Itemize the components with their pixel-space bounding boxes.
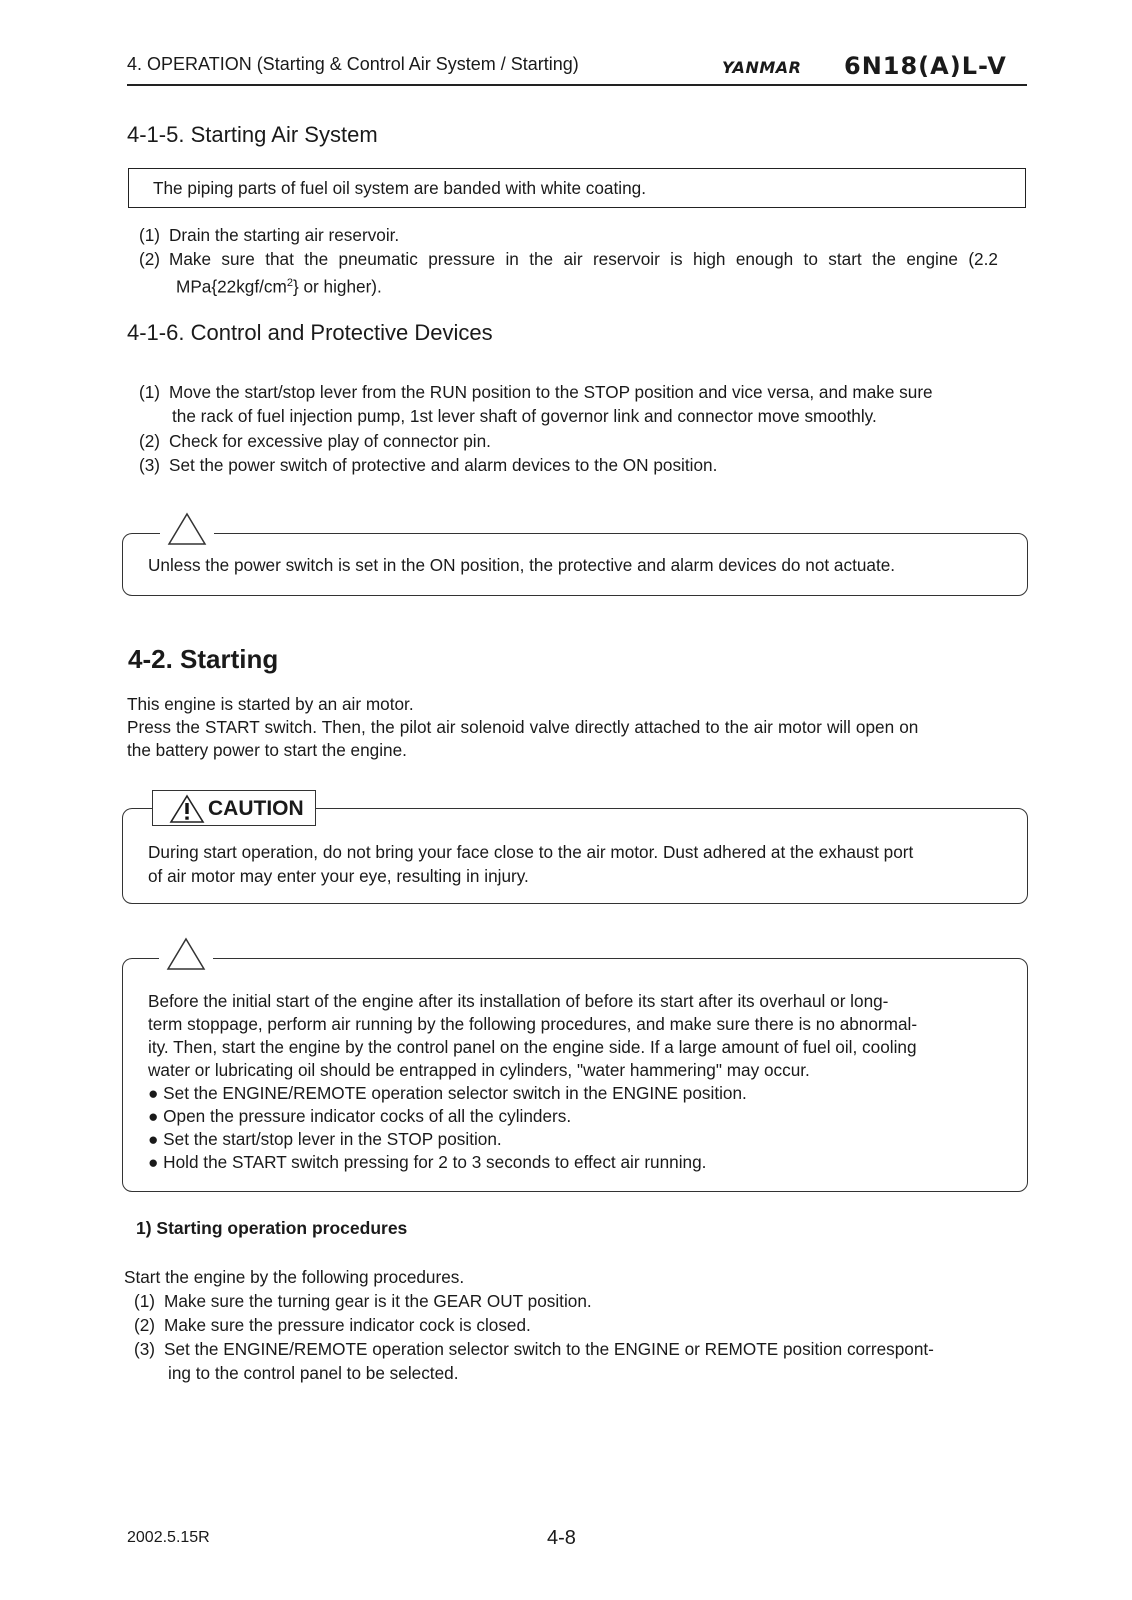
caution-text: During start operation, do not bring your face close to the air motor. Dust adhered at the exhaust port [148,842,914,862]
item-number: (1) [134,1291,156,1311]
heading-4-1-6: 4-1-6. Control and Protective Devices [127,320,493,345]
item-number: (2) [134,1315,156,1335]
notice-line: ity. Then, start the engine by the control panel on the engine side. If a large amount of fuel oil, cooling [148,1037,917,1057]
page-header [127,52,1027,86]
item-number: (3) [139,455,161,475]
list-item [134,1337,1029,1385]
bullet-text: Set the start/stop lever in the STOP position. [163,1129,502,1149]
item-text-cont: the rack of fuel injection pump, 1st lever shaft of governor link and connector move smoothly. [172,406,877,426]
list-item [139,429,1029,453]
item-text: Make sure the turning gear is it the GEAR OUT position. [164,1291,592,1311]
item-number: (2) [139,431,161,451]
notice-box [122,533,1028,596]
caution-label-text: CAUTION [208,797,304,820]
bullet-item: ● Set the start/stop lever in the STOP position. [148,1129,502,1149]
page-number: 4-8 [547,1527,576,1549]
intro-line: Press the START switch. Then, the pilot air solenoid valve directly attached to the air motor will open on [127,717,919,737]
list-item [134,1289,1029,1313]
warning-triangle-icon [159,935,213,973]
intro-line: This engine is started by an air motor. [127,694,414,714]
item-text-cont: ing to the control panel to be selected. [168,1363,459,1383]
superscript: 2 [286,277,293,289]
revision-date: 2002.5.15R [127,1529,210,1546]
brand-logo: YANMAR [722,58,802,77]
bullet-item: ● Set the ENGINE/REMOTE operation selector switch in the ENGINE position. [148,1083,747,1103]
item-text: Make sure that the pneumatic pressure in the air reservoir is high enough to start the engine (2.2 [169,249,998,269]
item-number: (1) [139,382,161,402]
piping-note-box [128,168,1026,208]
notice-line: Before the initial start of the engine after its installation of before its start after its overhaul or long- [148,991,889,1011]
item-text: Move the start/stop lever from the RUN position to the STOP position and vice versa, and make sure [169,382,933,402]
caution-label [152,790,316,826]
caution-text: of air motor may enter your eye, resulting in injury. [148,866,529,886]
list-item [139,247,1029,271]
bullet-text: Set the ENGINE/REMOTE operation selector switch in the ENGINE position. [163,1083,747,1103]
heading-4-1-5: 4-1-5. Starting Air System [127,122,378,147]
item-text: Check for excessive play of connector pin. [169,431,491,451]
item-number: (1) [139,225,161,245]
air-running-notice-box [122,958,1028,1192]
item-text: Set the ENGINE/REMOTE operation selector switch to the ENGINE or REMOTE position correspont- [164,1339,934,1359]
piping-note-text: The piping parts of fuel oil system are banded with white coating. [153,178,646,198]
header-rule [127,84,1027,86]
bullet-item: ● Open the pressure indicator cocks of all the cylinders. [148,1106,572,1126]
header-section-title: 4. OPERATION (Starting & Control Air System / Starting) [127,54,579,74]
item-text: Drain the starting air reservoir. [169,225,400,245]
procedures-intro: Start the engine by the following procedures. [124,1267,465,1287]
item-text: Set the power switch of protective and alarm devices to the ON position. [169,455,718,475]
item-number: (3) [134,1339,156,1359]
list-item [139,223,1029,247]
list-item [134,1313,1029,1337]
notice-text: Unless the power switch is set in the ON position, the protective and alarm devices do not actuate. [148,555,896,575]
warning-triangle-icon [160,510,214,548]
intro-line: the battery power to start the engine. [127,740,407,760]
list-item [139,380,1029,428]
bullet-text: Open the pressure indicator cocks of all the cylinders. [163,1106,572,1126]
caution-exclamation-icon [165,794,207,824]
bullet-item: ● Hold the START switch pressing for 2 to 3 seconds to effect air running. [148,1152,707,1172]
heading-starting-procedures: 1) Starting operation procedures [136,1218,408,1238]
pressure-text: MPa{22kgf/cm [176,276,287,297]
list-item-continuation [176,271,676,299]
engine-model: 6N18(A)L-V [844,52,1007,80]
bullet-text: Hold the START switch pressing for 2 to 3 seconds to effect air running. [163,1152,707,1172]
heading-4-2: 4-2. Starting [128,644,279,674]
item-text: Make sure the pressure indicator cock is closed. [164,1315,531,1335]
notice-line: water or lubricating oil should be entrapped in cylinders, "water hammering" may occur. [148,1060,810,1080]
notice-line: term stoppage, perform air running by the following procedures, and make sure there is no abnormal- [148,1014,918,1034]
list-item [139,453,1029,477]
item-number: (2) [139,249,161,269]
pressure-text-end: } or higher). [292,276,382,297]
